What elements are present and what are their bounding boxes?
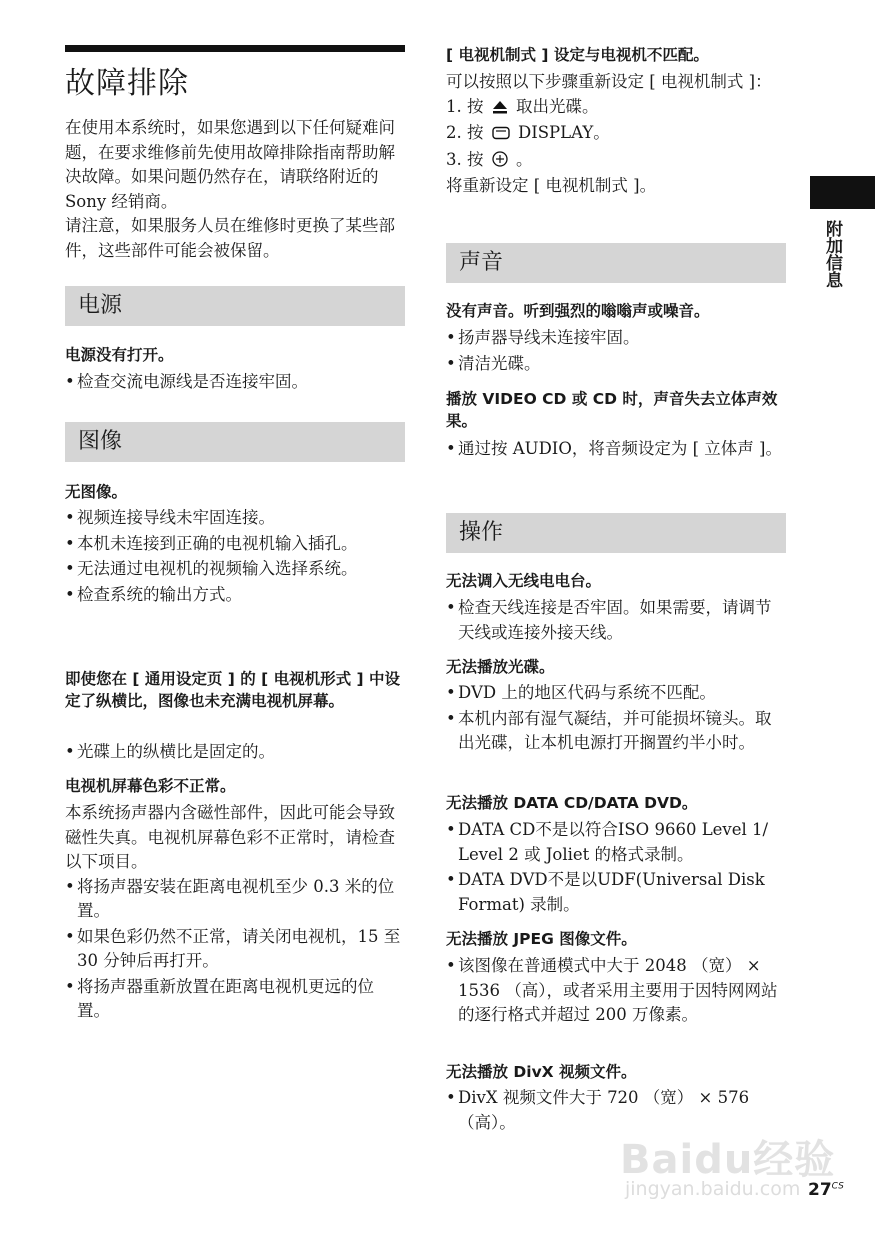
question-operation-2: 无法播放光碟。 xyxy=(446,658,555,676)
display-icon xyxy=(492,123,510,148)
watermark-logo: Baidu经验 xyxy=(620,1137,836,1183)
step-2 xyxy=(446,121,786,148)
answers-operation-3 xyxy=(446,818,786,918)
question-sound-1: 没有声音。听到强烈的嗡嗡声或噪音。 xyxy=(446,302,710,320)
step-2-prefix: 2. 按 xyxy=(446,123,484,142)
list-item: • 检查交流电源线是否连接牢固。 xyxy=(65,370,405,395)
list-item: • 清洁光碟。 xyxy=(446,352,786,377)
answers-operation-2 xyxy=(446,681,786,757)
answers-operation-1 xyxy=(446,596,786,646)
list-item: • 本机内部有湿气凝结，并可能损坏镜头。取出光碟，让本机电源打开搁置约半小时。 xyxy=(446,707,786,756)
list-item: • 无法通过电视机的视频输入选择系统。 xyxy=(65,557,405,582)
step-3 xyxy=(446,148,786,175)
page-number-value: 27 xyxy=(808,1180,832,1200)
answers-sound-2 xyxy=(446,437,786,463)
list-item: • DATA CD不是以符合ISO 9660 Level 1/ Level 2 或 Joliet 的格式录制。 xyxy=(446,818,786,867)
intro-paragraph-2: 请注意，如果服务人员在维修时更换了某些部件，这些部件可能会被保留。 xyxy=(65,216,395,260)
picture-color-explanation: 本系统扬声器内含磁性部件，因此可能会导致磁性失真。电视机屏幕色彩不正常时，请检查以下项目。 xyxy=(65,803,395,871)
tv-system-result: 将重新设定 [ 电视机制式 ]。 xyxy=(446,176,657,195)
answers-sound-1 xyxy=(446,326,786,377)
list-item: • 通过按 AUDIO，将音频设定为 [ 立体声 ]。 xyxy=(446,437,786,462)
step-1-prefix: 1. 按 xyxy=(446,96,484,116)
answers-operation-4 xyxy=(446,954,786,1029)
side-tab-marker xyxy=(810,176,875,209)
step-3-prefix: 3. 按 xyxy=(446,149,484,169)
question-operation-5: 无法播放 DivX 视频文件。 xyxy=(446,1063,637,1081)
list-item: • 视频连接导线未牢固连接。 xyxy=(65,506,405,531)
side-section-label: 附加信息 xyxy=(822,220,842,288)
question-power-1: 电源没有打开。 xyxy=(65,346,174,364)
watermark-url: jingyan.baidu.com xyxy=(625,1178,801,1200)
answers-power-1 xyxy=(65,370,405,396)
list-item: • 扬声器导线未连接牢固。 xyxy=(446,326,786,351)
question-operation-4: 无法播放 JPEG 图像文件。 xyxy=(446,930,637,948)
intro-paragraph-1: 在使用本系统时，如果您遇到以下任何疑难问题，在要求维修前先使用故障排除指南帮助解决故障。如果问题仍然存在，请联络附近的 Sony 经销商。 xyxy=(65,118,395,211)
list-item: • 如果色彩仍然不正常，请关闭电视机，15 至 30 分钟后再打开。 xyxy=(65,925,405,974)
section-picture-heading: 图像 xyxy=(65,422,405,462)
list-item: • 光碟上的纵横比是固定的。 xyxy=(65,740,405,765)
page-number xyxy=(808,1180,844,1200)
page-number-suffix: CS xyxy=(831,1181,844,1192)
list-item: • 该图像在普通模式中大于 2048 （宽） × 1536 （高），或者采用主要用于因特网网站的逐行格式并超过 200 万像素。 xyxy=(446,954,786,1028)
top-rule xyxy=(65,45,405,52)
step-2-text: DISPLAY。 xyxy=(518,123,610,142)
enter-circle-icon xyxy=(492,150,508,175)
list-item: • DATA DVD不是以UDF(Universal Disk Format) 录制。 xyxy=(446,868,786,917)
question-operation-3: 无法播放 DATA CD/DATA DVD。 xyxy=(446,794,698,812)
question-picture-3: 电视机屏幕色彩不正常。 xyxy=(65,777,236,795)
question-tv-system: [ 电视机制式 ] 设定与电视机不匹配。 xyxy=(446,46,709,64)
eject-icon xyxy=(492,97,508,122)
section-operation-heading: 操作 xyxy=(446,513,786,553)
list-item: • 本机未连接到正确的电视机输入插孔。 xyxy=(65,532,405,557)
list-item: • 检查系统的输出方式。 xyxy=(65,583,405,608)
section-power-heading: 电源 xyxy=(65,286,405,326)
page-title: 故障排除 xyxy=(65,66,189,101)
answers-picture-1 xyxy=(65,506,405,608)
question-picture-1: 无图像。 xyxy=(65,483,128,501)
step-3-text: 。 xyxy=(516,149,533,169)
question-sound-2: 播放 VIDEO CD 或 CD 时，声音失去立体声效果。 xyxy=(446,390,778,430)
answers-picture-3 xyxy=(65,801,405,1025)
tv-system-instruction: 可以按照以下步骤重新设定 [ 电视机制式 ]： xyxy=(446,72,772,91)
intro xyxy=(65,116,405,263)
question-operation-1: 无法调入无线电电台。 xyxy=(446,572,602,590)
question-picture-2: 即使您在 [ 通用设定页 ] 的 [ 电视机形式 ] 中设定了纵横比，图像也未充满电视机屏幕。 xyxy=(65,670,401,710)
list-item: • 将扬声器重新放置在距离电视机更远的位置。 xyxy=(65,975,405,1024)
section-sound-heading: 声音 xyxy=(446,243,786,283)
list-item: • 检查天线连接是否牢固。如果需要，请调节天线或连接外接天线。 xyxy=(446,596,786,645)
step-1 xyxy=(446,95,786,122)
answers-picture-2 xyxy=(65,740,405,766)
step-1-text: 取出光碟。 xyxy=(516,96,599,116)
list-item: • DVD 上的地区代码与系统不匹配。 xyxy=(446,681,786,706)
tv-system-steps xyxy=(446,95,786,175)
list-item: • 将扬声器安装在距离电视机至少 0.3 米的位置。 xyxy=(65,875,405,924)
tv-system-steps-block xyxy=(446,70,786,199)
list-item: • DivX 视频文件大于 720 （宽） × 576 （高）。 xyxy=(446,1086,786,1135)
